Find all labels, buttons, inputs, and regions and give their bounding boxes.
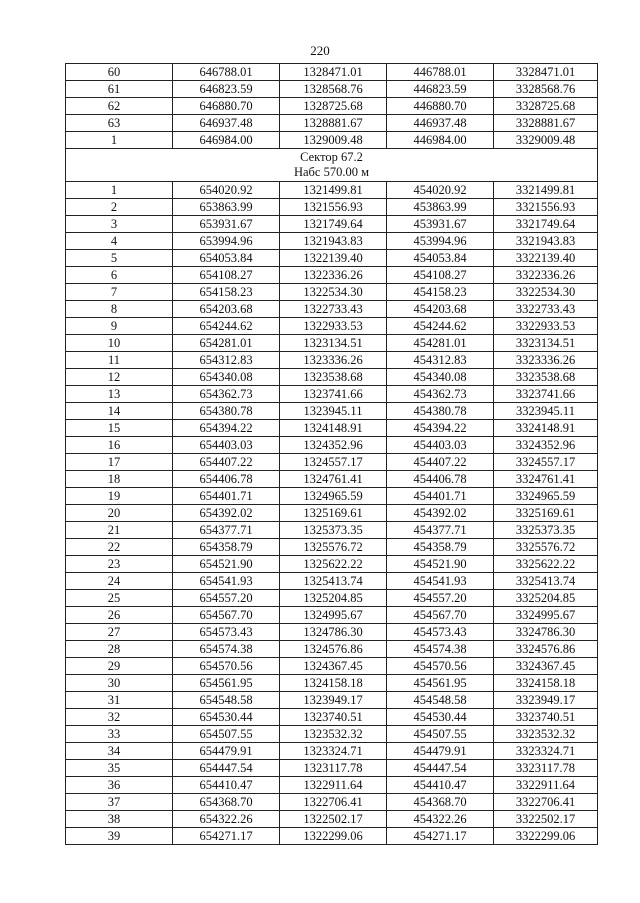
x-msk-cell: 454158.23 — [387, 284, 494, 301]
point-number-cell: 22 — [66, 539, 173, 556]
table-row — [66, 386, 598, 403]
y-msk-cell: 3325373.35 — [494, 522, 598, 539]
table-row — [66, 624, 598, 641]
point-number-cell: 30 — [66, 675, 173, 692]
table-row — [66, 335, 598, 352]
x-msk-cell: 454403.03 — [387, 437, 494, 454]
x-msk-cell: 454377.71 — [387, 522, 494, 539]
x-coordinate-cell: 654158.23 — [173, 284, 280, 301]
x-coordinate-cell: 653863.99 — [173, 199, 280, 216]
y-coordinate-cell: 1324786.30 — [280, 624, 387, 641]
y-coordinate-cell: 1324367.45 — [280, 658, 387, 675]
x-msk-cell: 454557.20 — [387, 590, 494, 607]
point-number-cell: 24 — [66, 573, 173, 590]
x-coordinate-cell: 646823.59 — [173, 81, 280, 98]
y-coordinate-cell: 1321499.81 — [280, 182, 387, 199]
point-number-cell: 15 — [66, 420, 173, 437]
point-number-cell: 31 — [66, 692, 173, 709]
point-number-cell: 2 — [66, 199, 173, 216]
table-row — [66, 437, 598, 454]
page-number: 220 — [310, 43, 330, 58]
y-msk-cell: 3324786.30 — [494, 624, 598, 641]
x-msk-cell: 454020.92 — [387, 182, 494, 199]
y-coordinate-cell: 1323740.51 — [280, 709, 387, 726]
table-row — [66, 182, 598, 199]
y-coordinate-cell: 1322299.06 — [280, 828, 387, 845]
y-coordinate-cell: 1324158.18 — [280, 675, 387, 692]
y-coordinate-cell: 1322502.17 — [280, 811, 387, 828]
table-row — [66, 675, 598, 692]
x-coordinate-cell: 654574.38 — [173, 641, 280, 658]
y-msk-cell: 3322733.43 — [494, 301, 598, 318]
point-number-cell: 23 — [66, 556, 173, 573]
y-coordinate-cell: 1322706.41 — [280, 794, 387, 811]
y-msk-cell: 3321499.81 — [494, 182, 598, 199]
section-header-row — [66, 149, 598, 182]
point-number-cell: 11 — [66, 352, 173, 369]
x-coordinate-cell: 654521.90 — [173, 556, 280, 573]
table-row — [66, 777, 598, 794]
point-number-cell: 34 — [66, 743, 173, 760]
x-msk-cell: 454530.44 — [387, 709, 494, 726]
point-number-cell: 33 — [66, 726, 173, 743]
section-header-cell — [66, 149, 598, 182]
x-coordinate-cell: 654561.95 — [173, 675, 280, 692]
point-number-cell: 25 — [66, 590, 173, 607]
x-msk-cell: 454340.08 — [387, 369, 494, 386]
table-row — [66, 709, 598, 726]
y-coordinate-cell: 1323532.32 — [280, 726, 387, 743]
x-coordinate-cell: 654312.83 — [173, 352, 280, 369]
table-row — [66, 811, 598, 828]
x-msk-cell: 453931.67 — [387, 216, 494, 233]
section-header-group — [66, 149, 598, 182]
x-msk-cell: 454507.55 — [387, 726, 494, 743]
table-row — [66, 403, 598, 420]
y-msk-cell: 3321556.93 — [494, 199, 598, 216]
y-msk-cell: 3323949.17 — [494, 692, 598, 709]
x-coordinate-cell: 646880.70 — [173, 98, 280, 115]
table-row — [66, 828, 598, 845]
y-msk-cell: 3322911.64 — [494, 777, 598, 794]
y-coordinate-cell: 1322139.40 — [280, 250, 387, 267]
y-msk-cell: 3325204.85 — [494, 590, 598, 607]
x-coordinate-cell: 654271.17 — [173, 828, 280, 845]
y-coordinate-cell: 1324148.91 — [280, 420, 387, 437]
x-coordinate-cell: 654244.62 — [173, 318, 280, 335]
table-row — [66, 641, 598, 658]
x-msk-cell: 446984.00 — [387, 132, 494, 149]
point-number-cell: 1 — [66, 132, 173, 149]
x-coordinate-cell: 654479.91 — [173, 743, 280, 760]
y-coordinate-cell: 1324557.17 — [280, 454, 387, 471]
point-number-cell: 60 — [66, 64, 173, 81]
y-msk-cell: 3323945.11 — [494, 403, 598, 420]
y-coordinate-cell: 1325413.74 — [280, 573, 387, 590]
x-msk-cell: 454322.26 — [387, 811, 494, 828]
x-coordinate-cell: 654340.08 — [173, 369, 280, 386]
y-msk-cell: 3328568.76 — [494, 81, 598, 98]
x-msk-cell: 454362.73 — [387, 386, 494, 403]
y-msk-cell: 3329009.48 — [494, 132, 598, 149]
x-msk-cell: 453994.96 — [387, 233, 494, 250]
y-coordinate-cell: 1328471.01 — [280, 64, 387, 81]
y-coordinate-cell: 1324352.96 — [280, 437, 387, 454]
x-coordinate-cell: 654368.70 — [173, 794, 280, 811]
y-msk-cell: 3325576.72 — [494, 539, 598, 556]
x-msk-cell: 454053.84 — [387, 250, 494, 267]
y-msk-cell: 3323336.26 — [494, 352, 598, 369]
x-msk-cell: 454447.54 — [387, 760, 494, 777]
y-msk-cell: 3322139.40 — [494, 250, 598, 267]
point-number-cell: 21 — [66, 522, 173, 539]
x-coordinate-cell: 654447.54 — [173, 760, 280, 777]
y-msk-cell: 3323117.78 — [494, 760, 598, 777]
point-number-cell: 18 — [66, 471, 173, 488]
y-coordinate-cell: 1322733.43 — [280, 301, 387, 318]
table-row — [66, 454, 598, 471]
y-msk-cell: 3323134.51 — [494, 335, 598, 352]
section-subtitle: Набс 570.00 м — [293, 165, 370, 179]
y-msk-cell: 3324965.59 — [494, 488, 598, 505]
table-row — [66, 64, 598, 81]
point-number-cell: 20 — [66, 505, 173, 522]
table-row — [66, 98, 598, 115]
y-msk-cell: 3322706.41 — [494, 794, 598, 811]
table-row — [66, 760, 598, 777]
point-number-cell: 27 — [66, 624, 173, 641]
point-number-cell: 17 — [66, 454, 173, 471]
y-msk-cell: 3324576.86 — [494, 641, 598, 658]
x-coordinate-cell: 654377.71 — [173, 522, 280, 539]
y-msk-cell: 3322534.30 — [494, 284, 598, 301]
table-row — [66, 539, 598, 556]
y-coordinate-cell: 1322336.26 — [280, 267, 387, 284]
x-coordinate-cell: 654541.93 — [173, 573, 280, 590]
x-coordinate-cell: 654108.27 — [173, 267, 280, 284]
y-msk-cell: 3323324.71 — [494, 743, 598, 760]
x-msk-cell: 454406.78 — [387, 471, 494, 488]
x-coordinate-cell: 654530.44 — [173, 709, 280, 726]
point-number-cell: 10 — [66, 335, 173, 352]
y-coordinate-cell: 1325373.35 — [280, 522, 387, 539]
table-row — [66, 420, 598, 437]
table-row — [66, 692, 598, 709]
x-coordinate-cell: 646937.48 — [173, 115, 280, 132]
y-msk-cell: 3324995.67 — [494, 607, 598, 624]
x-msk-cell: 454401.71 — [387, 488, 494, 505]
y-coordinate-cell: 1323336.26 — [280, 352, 387, 369]
y-msk-cell: 3325169.61 — [494, 505, 598, 522]
x-msk-cell: 454281.01 — [387, 335, 494, 352]
table-row — [66, 488, 598, 505]
x-msk-cell: 446823.59 — [387, 81, 494, 98]
table-row — [66, 81, 598, 98]
y-msk-cell: 3322502.17 — [494, 811, 598, 828]
x-coordinate-cell: 654380.78 — [173, 403, 280, 420]
x-msk-cell: 454380.78 — [387, 403, 494, 420]
y-coordinate-cell: 1325204.85 — [280, 590, 387, 607]
y-msk-cell: 3323740.51 — [494, 709, 598, 726]
y-coordinate-cell: 1322911.64 — [280, 777, 387, 794]
table-row — [66, 726, 598, 743]
y-coordinate-cell: 1321943.83 — [280, 233, 387, 250]
table-row — [66, 505, 598, 522]
y-msk-cell: 3325622.22 — [494, 556, 598, 573]
table-row — [66, 369, 598, 386]
x-msk-cell: 454479.91 — [387, 743, 494, 760]
x-msk-cell: 446880.70 — [387, 98, 494, 115]
x-coordinate-cell: 654410.47 — [173, 777, 280, 794]
x-msk-cell: 454407.22 — [387, 454, 494, 471]
y-msk-cell: 3324367.45 — [494, 658, 598, 675]
point-number-cell: 3 — [66, 216, 173, 233]
x-msk-cell: 454521.90 — [387, 556, 494, 573]
y-msk-cell: 3323538.68 — [494, 369, 598, 386]
y-coordinate-cell: 1323949.17 — [280, 692, 387, 709]
y-msk-cell: 3324352.96 — [494, 437, 598, 454]
point-number-cell: 32 — [66, 709, 173, 726]
y-coordinate-cell: 1329009.48 — [280, 132, 387, 149]
point-number-cell: 1 — [66, 182, 173, 199]
point-number-cell: 16 — [66, 437, 173, 454]
x-msk-cell: 454567.70 — [387, 607, 494, 624]
table-row — [66, 743, 598, 760]
x-msk-cell: 454561.95 — [387, 675, 494, 692]
y-coordinate-cell: 1322534.30 — [280, 284, 387, 301]
x-msk-cell: 454203.68 — [387, 301, 494, 318]
x-msk-cell: 454541.93 — [387, 573, 494, 590]
y-msk-cell: 3328725.68 — [494, 98, 598, 115]
y-coordinate-cell: 1325576.72 — [280, 539, 387, 556]
x-coordinate-cell: 654570.56 — [173, 658, 280, 675]
table-row — [66, 318, 598, 335]
table-row — [66, 199, 598, 216]
point-number-cell: 6 — [66, 267, 173, 284]
point-number-cell: 26 — [66, 607, 173, 624]
x-coordinate-cell: 654203.68 — [173, 301, 280, 318]
x-coordinate-cell: 654406.78 — [173, 471, 280, 488]
point-number-cell: 12 — [66, 369, 173, 386]
y-coordinate-cell: 1328725.68 — [280, 98, 387, 115]
point-number-cell: 36 — [66, 777, 173, 794]
y-coordinate-cell: 1328568.76 — [280, 81, 387, 98]
y-msk-cell: 3323532.32 — [494, 726, 598, 743]
table-rows-after — [66, 182, 598, 845]
y-coordinate-cell: 1325169.61 — [280, 505, 387, 522]
y-coordinate-cell: 1324761.41 — [280, 471, 387, 488]
table-rows-before — [66, 64, 598, 149]
y-coordinate-cell: 1323117.78 — [280, 760, 387, 777]
table-row — [66, 301, 598, 318]
point-number-cell: 19 — [66, 488, 173, 505]
section-title: Сектор 67.2 — [300, 150, 363, 164]
x-coordinate-cell: 654053.84 — [173, 250, 280, 267]
point-number-cell: 63 — [66, 115, 173, 132]
x-msk-cell: 454573.43 — [387, 624, 494, 641]
x-msk-cell: 446788.01 — [387, 64, 494, 81]
table-row — [66, 658, 598, 675]
x-coordinate-cell: 653931.67 — [173, 216, 280, 233]
x-coordinate-cell: 654392.02 — [173, 505, 280, 522]
table-row — [66, 471, 598, 488]
table-row — [66, 794, 598, 811]
point-number-cell: 37 — [66, 794, 173, 811]
y-coordinate-cell: 1321749.64 — [280, 216, 387, 233]
y-msk-cell: 3322299.06 — [494, 828, 598, 845]
y-coordinate-cell: 1324576.86 — [280, 641, 387, 658]
point-number-cell: 4 — [66, 233, 173, 250]
x-coordinate-cell: 654281.01 — [173, 335, 280, 352]
x-coordinate-cell: 654557.20 — [173, 590, 280, 607]
x-coordinate-cell: 654358.79 — [173, 539, 280, 556]
x-msk-cell: 454548.58 — [387, 692, 494, 709]
point-number-cell: 28 — [66, 641, 173, 658]
y-msk-cell: 3328881.67 — [494, 115, 598, 132]
x-msk-cell: 454244.62 — [387, 318, 494, 335]
y-coordinate-cell: 1323741.66 — [280, 386, 387, 403]
table-row — [66, 607, 598, 624]
x-coordinate-cell: 654567.70 — [173, 607, 280, 624]
x-coordinate-cell: 654573.43 — [173, 624, 280, 641]
table-row — [66, 216, 598, 233]
x-coordinate-cell: 654362.73 — [173, 386, 280, 403]
table-row — [66, 115, 598, 132]
y-msk-cell: 3321749.64 — [494, 216, 598, 233]
x-msk-cell: 454392.02 — [387, 505, 494, 522]
y-msk-cell: 3324148.91 — [494, 420, 598, 437]
x-msk-cell: 454271.17 — [387, 828, 494, 845]
y-coordinate-cell: 1323538.68 — [280, 369, 387, 386]
x-msk-cell: 446937.48 — [387, 115, 494, 132]
y-msk-cell: 3324557.17 — [494, 454, 598, 471]
y-msk-cell: 3324761.41 — [494, 471, 598, 488]
y-coordinate-cell: 1325622.22 — [280, 556, 387, 573]
x-coordinate-cell: 654407.22 — [173, 454, 280, 471]
x-coordinate-cell: 646788.01 — [173, 64, 280, 81]
y-msk-cell: 3321943.83 — [494, 233, 598, 250]
y-msk-cell: 3324158.18 — [494, 675, 598, 692]
table-row — [66, 284, 598, 301]
y-msk-cell: 3322336.26 — [494, 267, 598, 284]
y-coordinate-cell: 1321556.93 — [280, 199, 387, 216]
table-row — [66, 573, 598, 590]
point-number-cell: 29 — [66, 658, 173, 675]
x-msk-cell: 454394.22 — [387, 420, 494, 437]
x-coordinate-cell: 654020.92 — [173, 182, 280, 199]
y-msk-cell: 3328471.01 — [494, 64, 598, 81]
point-number-cell: 8 — [66, 301, 173, 318]
y-coordinate-cell: 1324995.67 — [280, 607, 387, 624]
y-msk-cell: 3323741.66 — [494, 386, 598, 403]
table-row — [66, 250, 598, 267]
y-coordinate-cell: 1323324.71 — [280, 743, 387, 760]
table-row — [66, 352, 598, 369]
point-number-cell: 61 — [66, 81, 173, 98]
table-row — [66, 556, 598, 573]
y-coordinate-cell: 1323945.11 — [280, 403, 387, 420]
point-number-cell: 35 — [66, 760, 173, 777]
x-msk-cell: 453863.99 — [387, 199, 494, 216]
y-coordinate-cell: 1322933.53 — [280, 318, 387, 335]
x-coordinate-cell: 654401.71 — [173, 488, 280, 505]
point-number-cell: 39 — [66, 828, 173, 845]
x-msk-cell: 454108.27 — [387, 267, 494, 284]
x-msk-cell: 454358.79 — [387, 539, 494, 556]
x-msk-cell: 454570.56 — [387, 658, 494, 675]
point-number-cell: 62 — [66, 98, 173, 115]
point-number-cell: 5 — [66, 250, 173, 267]
point-number-cell: 7 — [66, 284, 173, 301]
table-row — [66, 233, 598, 250]
y-coordinate-cell: 1324965.59 — [280, 488, 387, 505]
table-row — [66, 267, 598, 284]
x-msk-cell: 454312.83 — [387, 352, 494, 369]
x-coordinate-cell: 654394.22 — [173, 420, 280, 437]
y-coordinate-cell: 1323134.51 — [280, 335, 387, 352]
table-row — [66, 522, 598, 539]
point-number-cell: 14 — [66, 403, 173, 420]
x-msk-cell: 454368.70 — [387, 794, 494, 811]
x-coordinate-cell: 654322.26 — [173, 811, 280, 828]
x-coordinate-cell: 654403.03 — [173, 437, 280, 454]
x-msk-cell: 454410.47 — [387, 777, 494, 794]
point-number-cell: 9 — [66, 318, 173, 335]
y-msk-cell: 3322933.53 — [494, 318, 598, 335]
y-msk-cell: 3325413.74 — [494, 573, 598, 590]
x-coordinate-cell: 646984.00 — [173, 132, 280, 149]
point-number-cell: 38 — [66, 811, 173, 828]
coordinates-table — [65, 63, 598, 845]
x-coordinate-cell: 654507.55 — [173, 726, 280, 743]
table-row — [66, 590, 598, 607]
point-number-cell: 13 — [66, 386, 173, 403]
table-row — [66, 132, 598, 149]
x-msk-cell: 454574.38 — [387, 641, 494, 658]
y-coordinate-cell: 1328881.67 — [280, 115, 387, 132]
x-coordinate-cell: 654548.58 — [173, 692, 280, 709]
x-coordinate-cell: 653994.96 — [173, 233, 280, 250]
